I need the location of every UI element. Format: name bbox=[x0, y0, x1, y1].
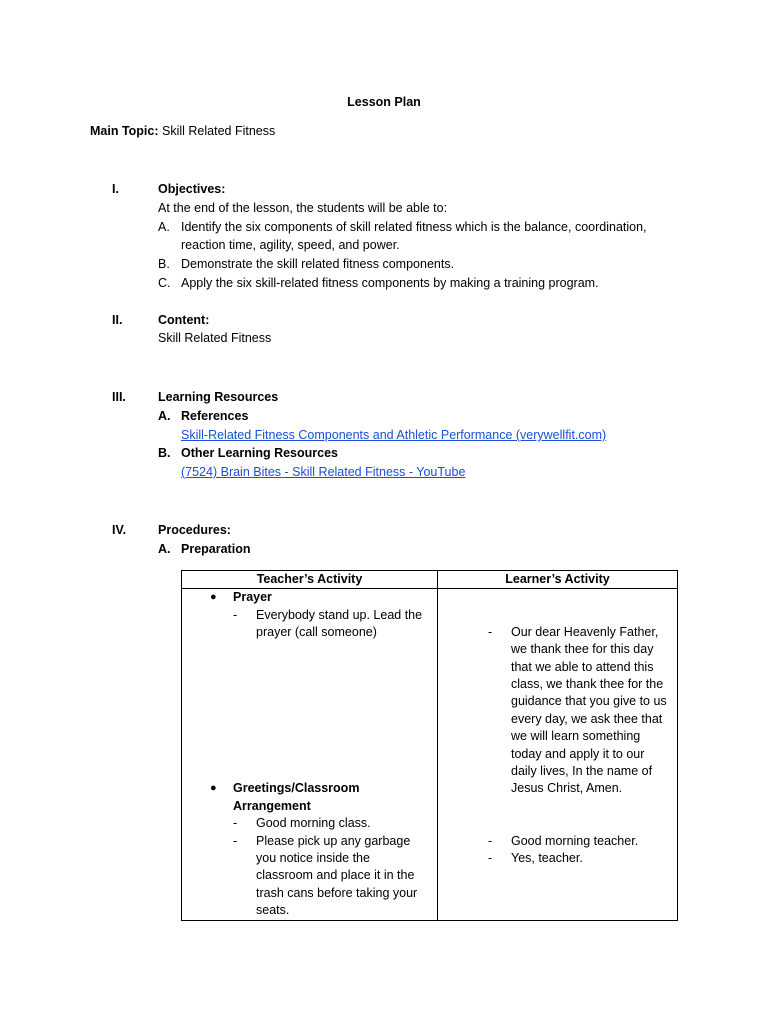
table-header-row bbox=[182, 571, 678, 589]
bullet-icon: ● bbox=[210, 591, 217, 603]
youtube-link[interactable]: (7524) Brain Bites - Skill Related Fitness - YouTube bbox=[181, 465, 466, 479]
teacher-greet-item2-line1: Please pick up any garbage bbox=[256, 834, 411, 848]
dash-icon: - bbox=[488, 851, 493, 865]
learner-prayer-line9: daily lives, In the name of bbox=[511, 764, 653, 778]
learner-greet1: Good morning teacher. bbox=[511, 834, 639, 848]
content-heading: Content: bbox=[158, 313, 210, 327]
objective-a-line1: Identify the six components of skill related fitness which is the balance, coordination, bbox=[181, 220, 647, 234]
section-number-procedures: IV. bbox=[112, 523, 127, 537]
greetings-title-line1: Greetings/Classroom bbox=[233, 781, 360, 795]
learner-greet2: Yes, teacher. bbox=[511, 851, 583, 865]
learner-prayer-line3: that we able to attend this bbox=[511, 660, 654, 674]
other-resources-label: Other Learning Resources bbox=[181, 446, 338, 460]
objective-c: Apply the six skill-related fitness components by making a training program. bbox=[181, 276, 599, 290]
objective-letter-b: B. bbox=[158, 257, 170, 271]
learner-activity-cell bbox=[438, 589, 678, 921]
objective-letter-a: A. bbox=[158, 220, 170, 234]
teacher-prayer-line2: prayer (call someone) bbox=[256, 625, 377, 639]
references-link[interactable]: Skill-Related Fitness Components and Athletic Performance (verywellfit.com) bbox=[181, 428, 607, 442]
learner-prayer-line10: Jesus Christ, Amen. bbox=[511, 781, 623, 795]
teacher-greet-item2-line3: classroom and place it in the bbox=[256, 868, 415, 882]
resources-letter-a: A. bbox=[158, 409, 171, 423]
header-teacher-activity: Teacher’s Activity bbox=[182, 571, 438, 589]
resources-heading: Learning Resources bbox=[158, 390, 279, 404]
objective-letter-c: C. bbox=[158, 276, 171, 290]
bullet-icon: ● bbox=[210, 782, 217, 794]
teacher-prayer-line1: Everybody stand up. Lead the bbox=[256, 608, 423, 622]
content-value: Skill Related Fitness bbox=[158, 331, 272, 345]
teacher-activity-cell bbox=[182, 589, 438, 921]
references-label: References bbox=[181, 409, 249, 423]
objectives-intro: At the end of the lesson, the students will be able to: bbox=[158, 201, 448, 215]
learner-prayer-line7: we will learn something bbox=[511, 729, 641, 743]
learner-prayer-line6: every day, we ask thee that bbox=[511, 712, 663, 726]
procedures-letter-a: A. bbox=[158, 542, 171, 556]
prayer-title: Prayer bbox=[233, 590, 272, 604]
learner-prayer-line1: Our dear Heavenly Father, bbox=[511, 625, 659, 639]
dash-icon: - bbox=[233, 608, 238, 622]
procedures-heading: Procedures: bbox=[158, 523, 231, 537]
dash-icon: - bbox=[488, 834, 493, 848]
teacher-greet-item1: Good morning class. bbox=[256, 816, 371, 830]
teacher-greet-item2-line4: trash cans before taking your bbox=[256, 886, 418, 900]
page-title: Lesson Plan bbox=[347, 95, 421, 109]
learner-prayer-line2: we thank thee for this day bbox=[511, 642, 654, 656]
section-number-resources: III. bbox=[112, 390, 126, 404]
main-topic-value: Skill Related Fitness bbox=[162, 124, 276, 138]
greetings-title-line2: Arrangement bbox=[233, 799, 311, 813]
teacher-greet-item2-line5: seats. bbox=[256, 903, 290, 917]
dash-icon: - bbox=[233, 834, 238, 848]
preparation-label: Preparation bbox=[181, 542, 251, 556]
learner-prayer-line4: class, we thank thee for the bbox=[511, 677, 664, 691]
objective-a-line2: reaction time, agility, speed, and power. bbox=[181, 238, 400, 252]
main-topic bbox=[90, 122, 275, 140]
resources-letter-b: B. bbox=[158, 446, 171, 460]
header-learner-activity: Learner’s Activity bbox=[438, 571, 678, 589]
teacher-greet-item2-line2: you notice inside the bbox=[256, 851, 370, 865]
learner-prayer-line8: today and apply it to our bbox=[511, 747, 645, 761]
section-number-content: II. bbox=[112, 313, 123, 327]
objectives-heading: Objectives: bbox=[158, 182, 226, 196]
table-row bbox=[182, 589, 678, 921]
activity-table bbox=[181, 570, 678, 921]
objective-b: Demonstrate the skill related fitness components. bbox=[181, 257, 455, 271]
learner-prayer-line5: guidance that you give to us bbox=[511, 694, 667, 708]
main-topic-label: Main Topic: bbox=[90, 124, 159, 138]
dash-icon: - bbox=[488, 625, 493, 639]
dash-icon: - bbox=[233, 816, 238, 830]
section-number-objectives: I. bbox=[112, 182, 119, 196]
